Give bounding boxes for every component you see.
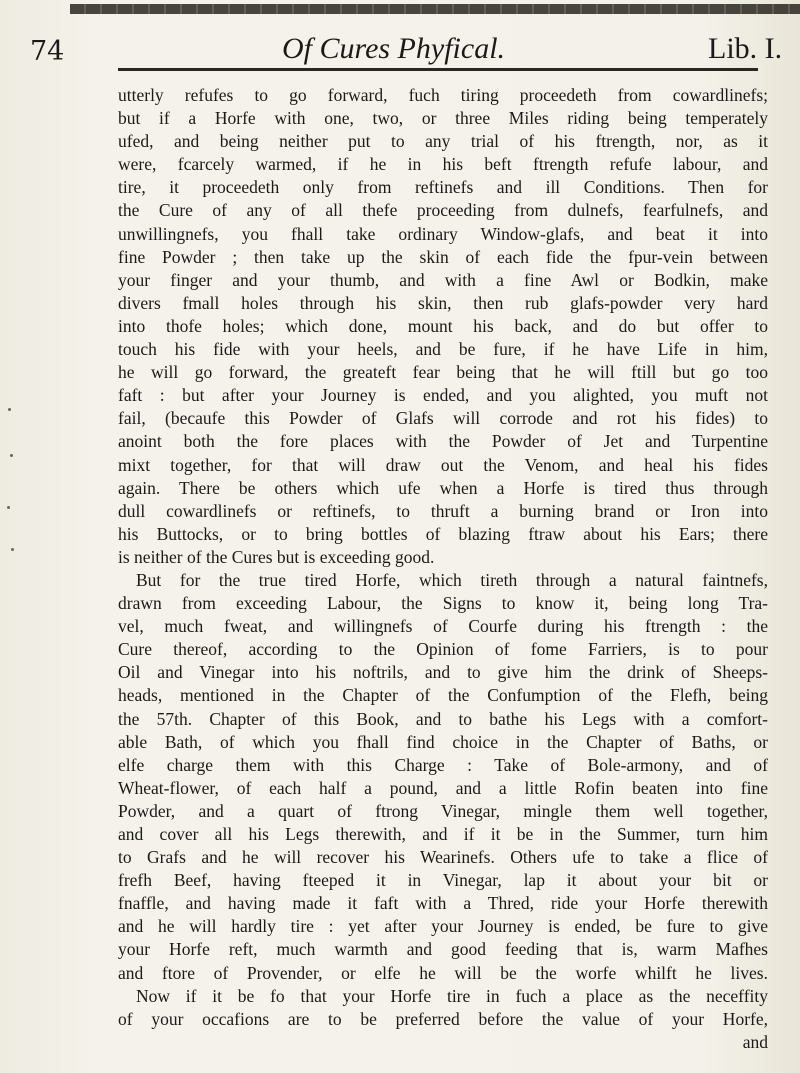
text-line: your Horfe reft, much warmth and good feeding that is, warm Mafhes [118,939,768,960]
text-line: fnaffle, and having made it faft with a Thred, ride your Horfe therewith [118,893,768,914]
text-line: touch his fide with your heels, and be fure, if he have Life in him, [118,339,768,360]
text-line: the Cure of any of all thefe proceeding from dulnefs, fearfulnefs, and [118,200,768,221]
top-border-rule [70,4,800,14]
text-line: unwillingnefs, you fhall take ordinary Window-glafs, and beat it into [118,223,768,244]
body-text [118,84,768,1054]
text-line: into thofe holes; which done, mount his back, and do but offer to [118,315,768,336]
text-line: fine Powder ; then take up the skin of each fide the fpur-vein between [118,246,768,267]
text-line: anoint both the fore places with the Powder of Jet and Turpentine [118,431,768,452]
text-line: and cover all his Legs therewith, and if it be in the Summer, turn him [118,824,768,844]
text-line: ufed, and being neither put to any trial of his ftrength, nor, as it [118,131,768,152]
text-line: your finger and your thumb, and with a fine Awl or Bodkin, make [118,269,768,290]
text-line: to Grafs and he will recover his Wearinefs. Others ufe to take a flice of [118,847,768,868]
text-line: tire, it proceedeth only from reftinefs and ill Conditions. Then for [118,177,768,198]
text-line: drawn from exceeding Labour, the Signs to know it, being long Tra- [118,593,768,614]
text-line: mixt together, for that will draw out the Venom, and heal his fides [118,454,768,475]
page-number: 74 [30,36,65,67]
text-line: faft : but after your Journey is ended, and you alighted, you muft not [118,385,768,406]
text-line: frefh Beef, having fteeped it in Vinegar, lap it about your bit or [118,870,768,891]
text-line: is neither of the Cures but is exceeding good. [118,546,435,567]
text-line: his Buttocks, or to bring bottles of blazing ftraw about his Ears; there [118,523,768,544]
text-line: heads, mentioned in the Chapter of the Confumption of the Flefh, being [118,685,768,706]
running-title: Of Cures Phyfical. [282,32,506,65]
text-line: of your occafions are to be preferred before the value of your Horfe, [118,1008,768,1029]
text-line: and ftore of Provender, or elfe he will be the worfe whilft he lives. [118,962,768,983]
text-line: But for the true tired Horfe, which tireth through a natural faintnefs, [136,569,768,590]
text-line: fail, (becaufe this Powder of Glafs will corrode and rot his fides) to [118,408,768,429]
text-line: were, fcarcely warmed, if he in his beft ftrength refufe labour, and [118,154,768,175]
text-line: Powder, and a quart of ftrong Vinegar, mingle them well together, [118,800,768,821]
text-line: divers fmall holes through his skin, then rub glafs-powder very hard [118,292,768,313]
text-line: able Bath, of which you fhall find choice in the Chapter of Baths, or [118,731,768,752]
header-rule [118,68,758,71]
page-header [0,30,800,70]
text-line: utterly refufes to go forward, fuch tiring proceedeth from cowardlinefs; [118,85,768,105]
text-line: dull cowardlinefs or reftinefs, to thruft a burning brand or Iron into [118,500,768,521]
text-line: he will go forward, the greateft fear being that he will ftill but go too [118,362,768,383]
text-line: Oil and Vinegar into his noftrils, and to give him the drink of Sheeps- [118,662,768,683]
text-line: Wheat-flower, of each half a pound, and a little Rofin beaten into fine [118,777,768,798]
margin-marks [6,408,16,558]
text-line: Cure thereof, according to the Opinion of fome Farriers, is to pour [118,639,768,660]
text-line: elfe charge them with this Charge : Take of Bole-armony, and of [118,754,768,775]
text-line: the 57th. Chapter of this Book, and to bathe his Legs with a comfort- [118,708,768,729]
text-line: and he will hardly tire : yet after your Journey is ended, be fure to give [118,916,768,937]
book-label: Lib. I. [708,32,783,65]
catchword: and [742,1031,768,1052]
text-line: again. There be others which ufe when a Horfe is tired thus through [118,477,768,498]
text-line: Now if it be fo that your Horfe tire in fuch a place as the neceffity [136,985,768,1006]
text-line: but if a Horfe with one, two, or three Miles riding being temperately [118,108,768,129]
text-line: vel, much fweat, and willingnefs of Courfe during his ftrength : the [118,616,768,637]
